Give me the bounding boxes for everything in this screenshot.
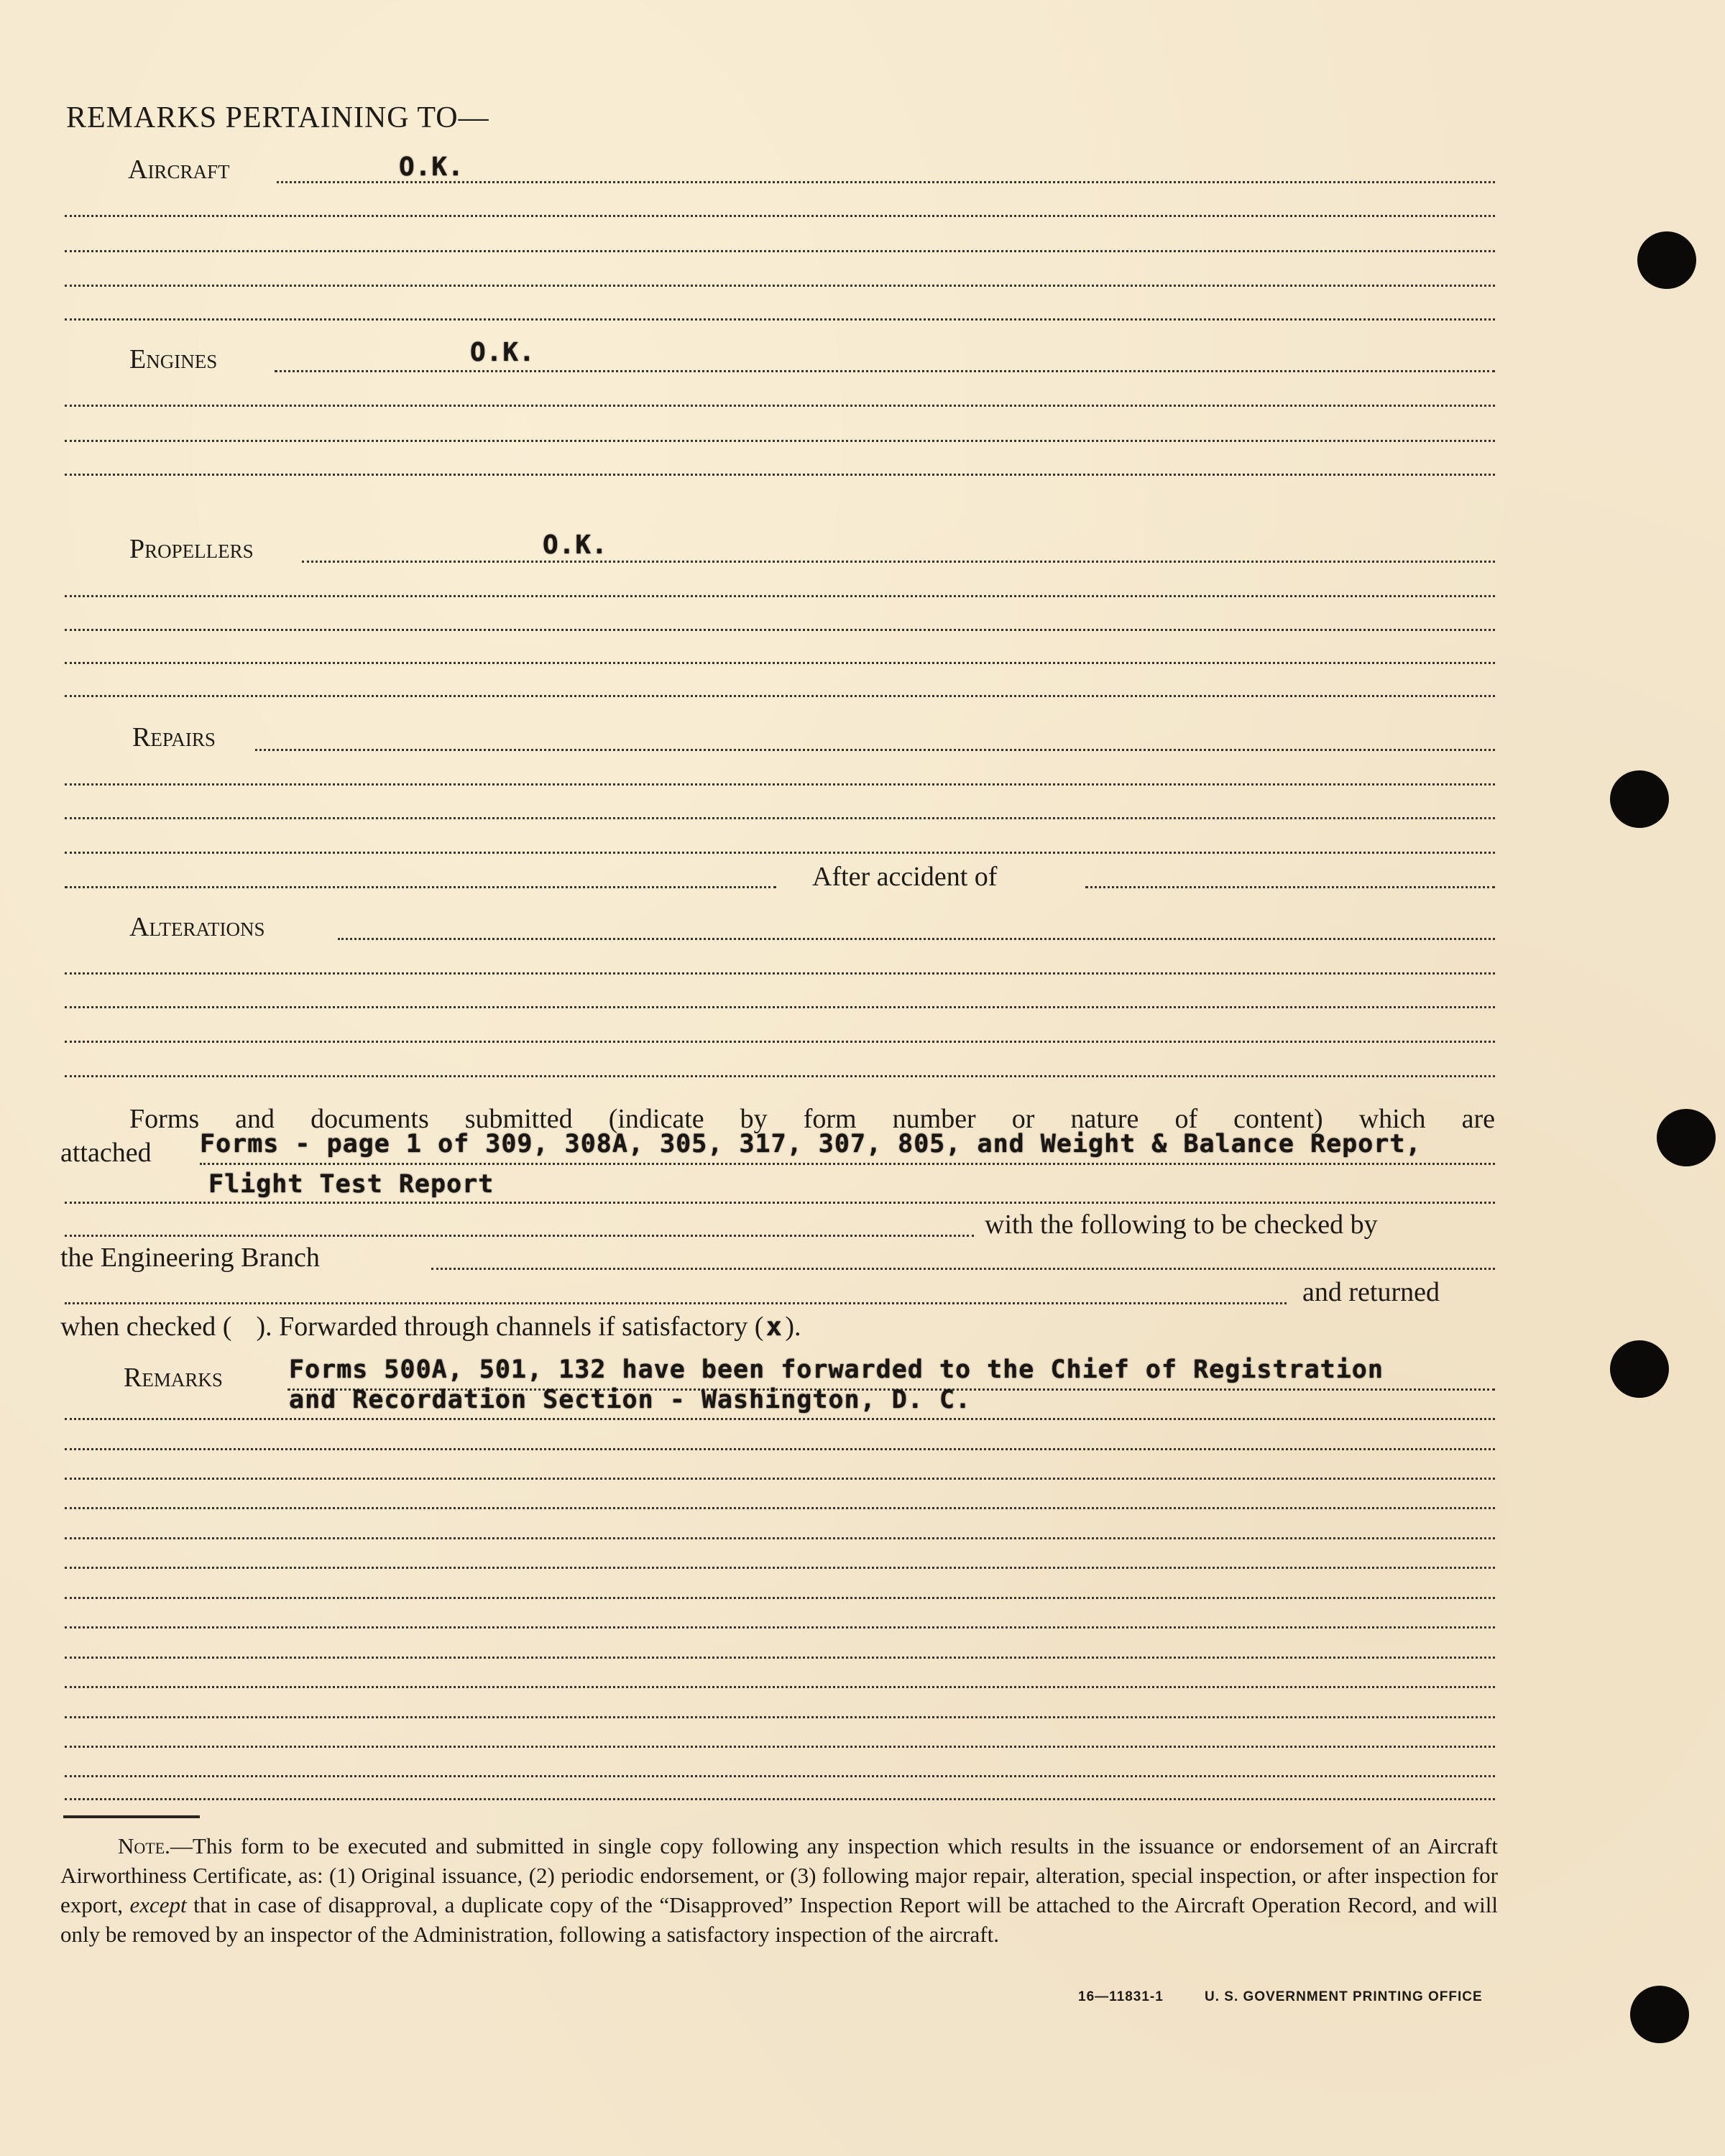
alterations-label: Alterations — [129, 912, 265, 942]
propellers-line-5[interactable] — [65, 695, 1495, 697]
alterations-line-5[interactable] — [65, 1075, 1495, 1077]
engines-label: Engines — [129, 344, 218, 374]
alterations-line-2[interactable] — [65, 972, 1495, 975]
note-lead: Note. — [118, 1833, 170, 1858]
documents-intro: Forms and documents submitted (indicate by form number or nature of content) which are — [129, 1104, 1495, 1134]
note-text-1: —This form to be executed and submitted in single copy following any inspection which results in the issuance or endorsement of an Aircraft Airworthiness Certificate, as: (1) Original issuance, (2) periodic endorsement, or (3) following major repair, alteration, special inspection, or after inspection for export, — [60, 1833, 1498, 1917]
remarks-line-13[interactable] — [65, 1746, 1495, 1748]
form-number: 16—11831-1 — [1078, 1989, 1164, 2004]
alterations-line-4[interactable] — [65, 1041, 1495, 1043]
note-separator-rule — [63, 1815, 200, 1818]
engines-line-3[interactable] — [65, 440, 1495, 442]
engineering-branch-field-line[interactable] — [431, 1268, 1495, 1270]
punch-hole-3 — [1657, 1109, 1716, 1166]
attached-value-line-2[interactable]: Flight Test Report — [208, 1170, 494, 1199]
aircraft-line-3[interactable] — [65, 250, 1495, 252]
remarks-line-15[interactable] — [65, 1798, 1495, 1800]
engines-line-4[interactable] — [65, 474, 1495, 476]
returned-field-line[interactable] — [65, 1302, 1287, 1304]
remarks-label: Remarks — [124, 1363, 223, 1393]
checked-by-text: with the following to be checked by — [985, 1210, 1378, 1240]
remarks-line-5[interactable] — [65, 1507, 1495, 1509]
punch-hole-2 — [1610, 770, 1669, 828]
alterations-line-3[interactable] — [65, 1006, 1495, 1008]
remarks-line-10[interactable] — [65, 1657, 1495, 1659]
note-emphasis: except — [129, 1892, 187, 1917]
repairs-line-4[interactable] — [65, 852, 1495, 854]
remarks-line-3[interactable] — [65, 1448, 1495, 1450]
remarks-line-11[interactable] — [65, 1686, 1495, 1688]
propellers-line-2[interactable] — [65, 595, 1495, 597]
remarks-line-2[interactable] — [65, 1418, 1495, 1420]
form-title: REMARKS PERTAINING TO— — [66, 101, 489, 134]
remarks-line-8[interactable] — [65, 1597, 1495, 1599]
engineering-branch-label: the Engineering Branch — [60, 1243, 320, 1273]
propellers-field-line[interactable] — [302, 561, 1495, 563]
after-accident-label: After accident of — [812, 862, 998, 892]
repairs-line-3[interactable] — [65, 817, 1495, 819]
attached-label: attached — [60, 1138, 152, 1168]
remarks-line-6[interactable] — [65, 1537, 1495, 1539]
repairs-field-line[interactable] — [255, 749, 1495, 751]
remarks-line-12[interactable] — [65, 1716, 1495, 1718]
returned-text: and returned — [1302, 1277, 1440, 1307]
punch-hole-4 — [1610, 1340, 1669, 1398]
repairs-line-5[interactable] — [65, 886, 776, 888]
punch-hole-1 — [1637, 231, 1696, 289]
propellers-label: Propellers — [129, 534, 254, 564]
note-paragraph — [60, 1831, 1498, 1949]
aircraft-label: Aircraft — [128, 155, 230, 185]
closing-paren: ). — [785, 1312, 801, 1342]
remarks-line-9[interactable] — [65, 1626, 1495, 1628]
propellers-value[interactable]: O.K. — [543, 530, 608, 560]
repairs-label: Repairs — [132, 722, 216, 752]
aircraft-line-2[interactable] — [65, 215, 1495, 217]
when-checked-text: when checked ( — [60, 1312, 232, 1342]
checked-by-field-line[interactable] — [65, 1235, 974, 1237]
forwarded-text: ). Forwarded through channels if satisfactory ( — [256, 1312, 764, 1342]
remarks-value-line-2[interactable]: and Recordation Section - Washington, D. C. — [289, 1386, 972, 1414]
engines-value[interactable]: O.K. — [470, 338, 535, 367]
propellers-line-4[interactable] — [65, 662, 1495, 664]
aircraft-value[interactable]: O.K. — [399, 152, 464, 182]
alterations-field-line[interactable] — [338, 938, 1495, 940]
forwarded-checkbox[interactable]: x — [766, 1312, 783, 1342]
printer-imprint: U. S. GOVERNMENT PRINTING OFFICE — [1205, 1989, 1483, 2004]
attached-field-line-1[interactable] — [200, 1163, 1495, 1165]
aircraft-line-4[interactable] — [65, 285, 1495, 287]
after-accident-field-line[interactable] — [1085, 886, 1495, 888]
propellers-line-3[interactable] — [65, 629, 1495, 631]
punch-hole-5 — [1630, 1986, 1689, 2043]
attached-value-line-1[interactable]: Forms - page 1 of 309, 308A, 305, 317, 307, 805, and Weight & Balance Report, — [200, 1130, 1422, 1158]
repairs-line-2[interactable] — [65, 783, 1495, 786]
remarks-value-line-1[interactable]: Forms 500A, 501, 132 have been forwarded to the Chief of Registration — [289, 1355, 1384, 1384]
attached-field-line-2[interactable] — [65, 1202, 1495, 1204]
remarks-line-7[interactable] — [65, 1567, 1495, 1569]
checkbox-row — [60, 1311, 801, 1342]
engines-line-2[interactable] — [65, 405, 1495, 407]
remarks-line-4[interactable] — [65, 1478, 1495, 1480]
aircraft-line-5[interactable] — [65, 318, 1495, 321]
note-text-2: that in case of disapproval, a duplicate copy of the “Disapproved” Inspection Report will be attached to the Aircraft Operation Record, and will only be removed by an inspector of the Administration, following a satisfactory inspection of the aircraft. — [60, 1892, 1498, 1947]
remarks-line-14[interactable] — [65, 1775, 1495, 1777]
engines-field-line[interactable] — [275, 370, 1495, 372]
